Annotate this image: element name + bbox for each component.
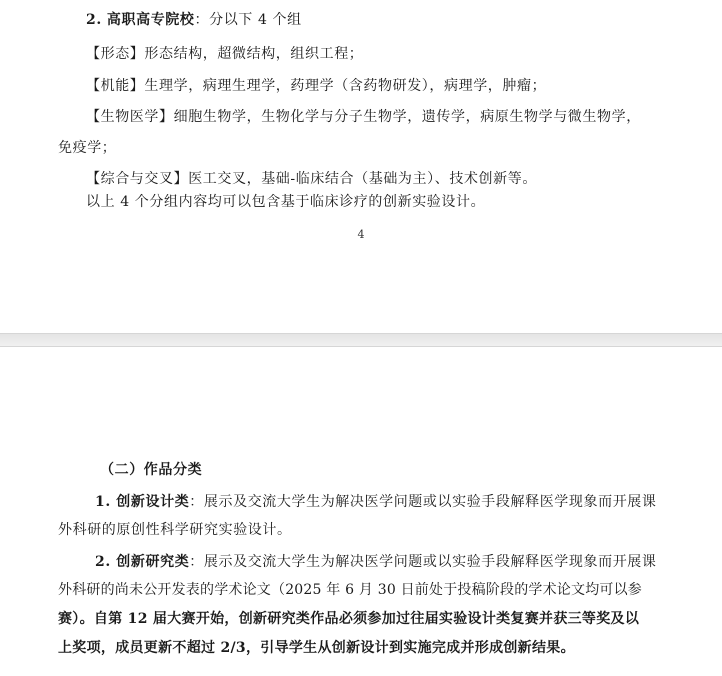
group-summary-note: 以上 4 个分组内容均可以包含基于临床诊疗的创新实验设计。 — [86, 194, 486, 210]
group-heading-title: 高职高专院校 — [106, 12, 195, 28]
document-page-5 — [0, 346, 722, 676]
category-research-line-4: 上奖项，成员更新不超过 2/3，引导学生从创新设计到实施完成并形成创新结果。 — [58, 640, 575, 656]
page-number: 4 — [357, 228, 365, 241]
category-design-line-1 — [95, 492, 657, 512]
group-heading-rest: ：分以下 4 个组 — [194, 12, 302, 28]
group-function: 【机能】生理学，病理生理学，药理学（含药物研发），病理学，肿瘤； — [86, 78, 547, 94]
section-heading: （二）作品分类 — [100, 462, 203, 478]
group-heading — [86, 10, 302, 30]
document-page-4 — [0, 0, 722, 334]
category-design-label: 1. 创新设计类 — [95, 494, 190, 510]
category-research-line-1 — [95, 552, 657, 572]
category-research-text: ：展示及交流大学生为解决医学问题或以实验手段解释医学现象而开展课 — [189, 554, 657, 570]
category-design-line-2: 外科研的原创性科学研究实验设计。 — [58, 522, 292, 538]
category-research-label: 2. 创新研究类 — [95, 554, 190, 570]
group-heading-number: 2. — [86, 12, 102, 28]
category-design-text: ：展示及交流大学生为解决医学问题或以实验手段解释医学现象而开展课 — [189, 494, 657, 510]
category-research-line-3: 赛）。自第 12 届大赛开始，创新研究类作品必须参加过往届实验设计类复赛并获三等奖及以 — [58, 611, 640, 627]
page-separator — [0, 334, 722, 346]
group-biomedicine-continued: 免疫学； — [58, 140, 117, 156]
group-interdisciplinary: 【综合与交叉】医工交叉，基础-临床结合（基础为主）、技术创新等。 — [86, 171, 537, 187]
category-research-line-2: 外科研的尚未公开发表的学术论文（2025 年 6 月 30 日前处于投稿阶段的学术论文均可以参 — [58, 582, 642, 598]
group-morphology: 【形态】形态结构，超微结构，组织工程； — [86, 46, 364, 62]
group-biomedicine: 【生物医学】细胞生物学，生物化学与分子生物学，遗传学，病原生物学与微生物学， — [86, 109, 641, 125]
